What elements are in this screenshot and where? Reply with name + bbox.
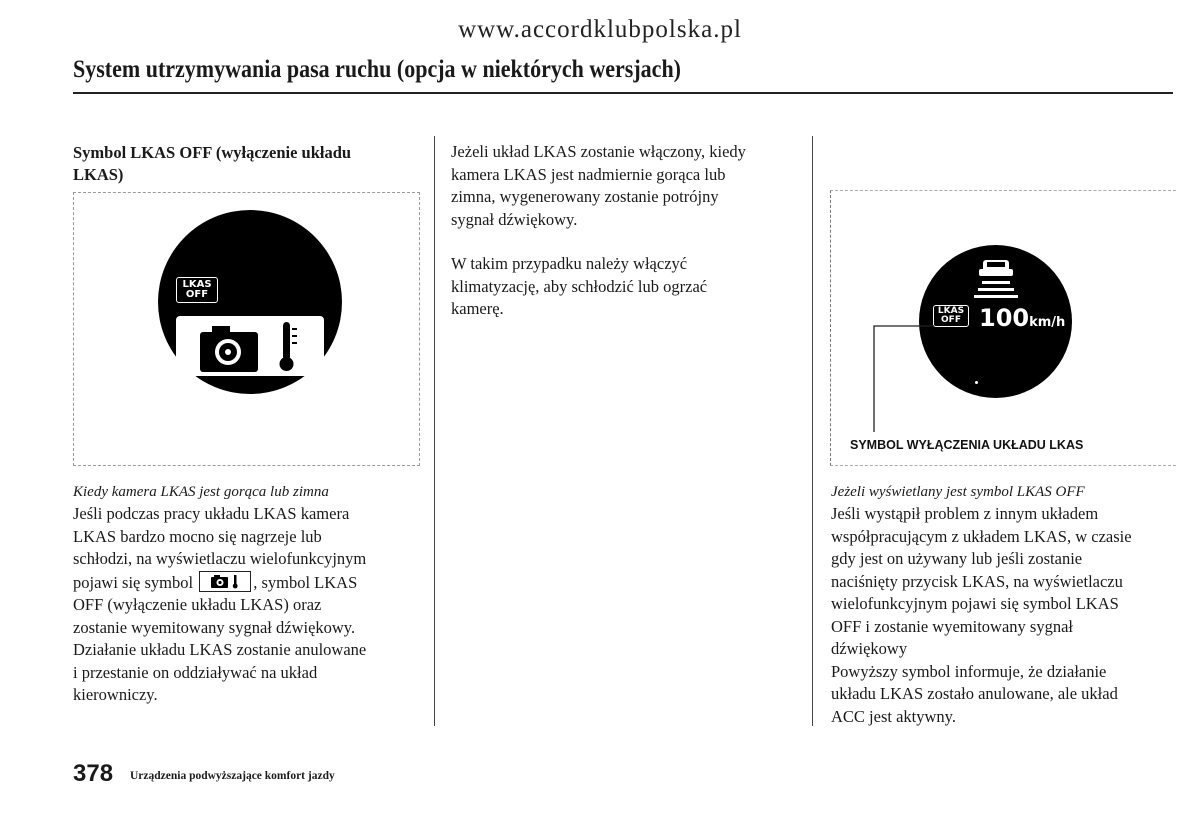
figure-caption: Jeżeli wyświetlany jest symbol LKAS OFF	[831, 484, 1085, 500]
page-number: 378	[73, 760, 114, 787]
middle-paragraph-2: W takim przypadku należy włączyć klimatyzację, aby schłodzić lub ogrzać kamerę.	[451, 254, 708, 318]
section-heading: Symbol LKAS OFF (wyłączenie układu LKAS)	[73, 143, 352, 184]
site-url: www.accordklubpolska.pl	[458, 16, 742, 43]
lkas-off-badge: LKAS OFF	[176, 277, 218, 303]
column-divider-right	[812, 136, 813, 726]
middle-paragraph-1: Jeżeli układ LKAS zostanie włączony, kiedy kamera LKAS jest nadmiernie gorąca lub zimna, wygenerowany zostanie potrójny sygnał dźwiękowy.	[451, 142, 746, 229]
lkas-off-badge: LKAS OFF	[933, 305, 969, 327]
callout-leader-line	[868, 320, 948, 440]
car-lane-icon	[965, 257, 1027, 305]
body-text: Jeśli wystąpił problem z innym układem współpracującym z układem LKAS, w czasie gdy jest on używany lub jeśli zostanie naciśnięty przycisk LKAS, na wyświetlaczu wielofunkcyjnym pojawi się symbol LKAS OFF i zostanie wyemitowany sygnał dźwiękowy Powyższy symbol informuje, że działanie układu LKAS zostało anulowane, ale układ ACC jest aktywny.	[831, 504, 1132, 726]
body-text: Jeśli podczas pracy układu LKAS kamera LKAS bardzo mocno się nagrzeje lub schłodzi, na wyświetlaczu wielofunkcyjnym pojawi się symbol , symbol LKAS OFF (wyłączenie układu LKAS) oraz zostanie wyemitowany sygnał dźwiękowy. Działanie układu LKAS zostanie anulowane i przestanie on oddziaływać na układ kierowniczy.	[73, 504, 367, 704]
camera-thermometer-icon	[176, 316, 324, 376]
title-rule	[73, 92, 1173, 94]
speed-readout: 100km/h	[979, 304, 1066, 332]
inline-camera-thermometer-icon	[199, 571, 251, 592]
figure-label: SYMBOL WYŁĄCZENIA UKŁADU LKAS	[850, 438, 1084, 452]
page-title: System utrzymywania pasa ruchu (opcja w niektórych wersjach)	[73, 56, 682, 83]
column-divider-left	[434, 136, 435, 726]
display-disc-camera	[158, 210, 342, 394]
display-dot	[975, 381, 978, 384]
footer-section-title: Urządzenia podwyższające komfort jazdy	[130, 770, 335, 782]
figure-caption: Kiedy kamera LKAS jest gorąca lub zimna	[73, 484, 329, 500]
temperature-panel	[176, 316, 324, 376]
